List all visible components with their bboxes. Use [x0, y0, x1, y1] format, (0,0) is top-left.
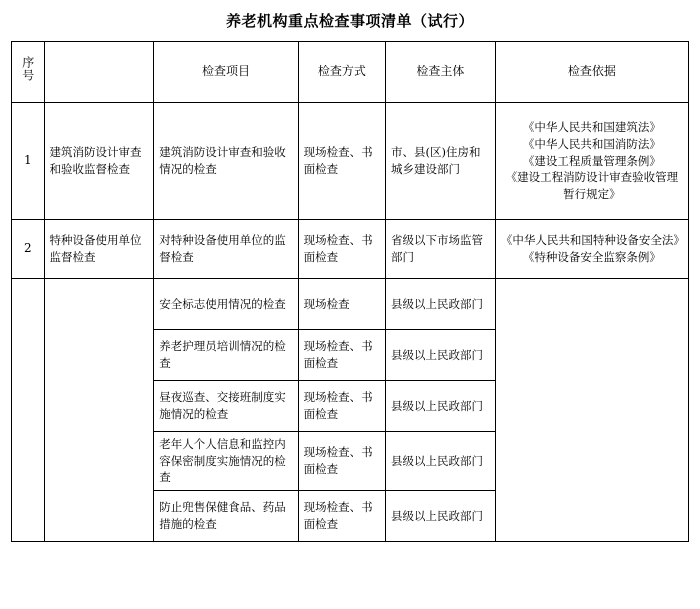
cell-seq: [12, 279, 45, 542]
cell-project: 防止兜售保健食品、药品措施的检查: [154, 491, 298, 542]
cell-item: 特种设备使用单位监督检查: [44, 220, 154, 279]
cell-method: 现场检查、书面检查: [298, 432, 385, 491]
page-title: 养老机构重点检查事项清单（试行）: [225, 12, 474, 30]
cell-project: 建筑消防设计审查和验收情况的检查: [154, 103, 298, 220]
cell-basis: [495, 103, 688, 220]
table-body: [12, 103, 689, 542]
column-header-seq: [12, 42, 45, 103]
basis-line: 《特种设备安全监察条例》: [522, 250, 661, 264]
cell-subject: 县级以上民政部门: [386, 432, 496, 491]
cell-item: [44, 279, 154, 542]
cell-subject: 县级以上民政部门: [386, 381, 496, 432]
cell-method: 现场检查、书面检查: [298, 103, 385, 220]
column-header-method: 检查方式: [298, 42, 385, 103]
cell-method: 现场检查: [298, 279, 385, 330]
cell-project: 安全标志使用情况的检查: [154, 279, 298, 330]
checklist-table: [11, 41, 689, 542]
basis-line: 《中华人民共和国消防法》: [522, 136, 661, 151]
column-header-subject: 检查主体: [386, 42, 496, 103]
column-header-seq-label: 序号: [20, 56, 35, 83]
cell-seq: 2: [12, 220, 45, 279]
column-header-project: 检查项目: [154, 42, 298, 103]
cell-project: 昼夜巡查、交接班制度实施情况的检查: [154, 381, 298, 432]
cell-subject: 县级以上民政部门: [386, 491, 496, 542]
cell-project: 对特种设备使用单位的监督检查: [154, 220, 298, 279]
table-row: [12, 103, 689, 220]
table-header: [12, 42, 689, 103]
basis-line: 《中华人民共和国特种设备安全法》: [500, 233, 685, 248]
basis-line: 《中华人民共和国建筑法》: [522, 120, 661, 135]
cell-project: 养老护理员培训情况的检查: [154, 330, 298, 381]
cell-subject: 县级以上民政部门: [386, 330, 496, 381]
cell-item: 建筑消防设计审查和验收监督检查: [44, 103, 154, 220]
basis-line: 《建设工程质量管理条例》: [522, 153, 661, 168]
basis-line: 《建设工程消防设计审查验收管理暂行规定》: [505, 170, 679, 201]
cell-subject: 市、县(区)住房和城乡建设部门: [386, 103, 496, 220]
column-header-item: [44, 42, 154, 103]
cell-subject: 县级以上民政部门: [386, 279, 496, 330]
cell-method: 现场检查、书面检查: [298, 330, 385, 381]
cell-method: 现场检查、书面检查: [298, 491, 385, 542]
cell-project: 老年人个人信息和监控内容保密制度实施情况的检查: [154, 432, 298, 491]
cell-basis: [495, 220, 688, 279]
cell-basis: [495, 279, 688, 542]
cell-subject: 省级以下市场监管部门: [386, 220, 496, 279]
column-header-basis: 检查依据: [495, 42, 688, 103]
cell-seq: 1: [12, 103, 45, 220]
table-row: [12, 220, 689, 279]
table-row: [12, 279, 689, 330]
cell-method: 现场检查、书面检查: [298, 220, 385, 279]
table-header-row: [12, 42, 689, 103]
cell-method: 现场检查、书面检查: [298, 381, 385, 432]
